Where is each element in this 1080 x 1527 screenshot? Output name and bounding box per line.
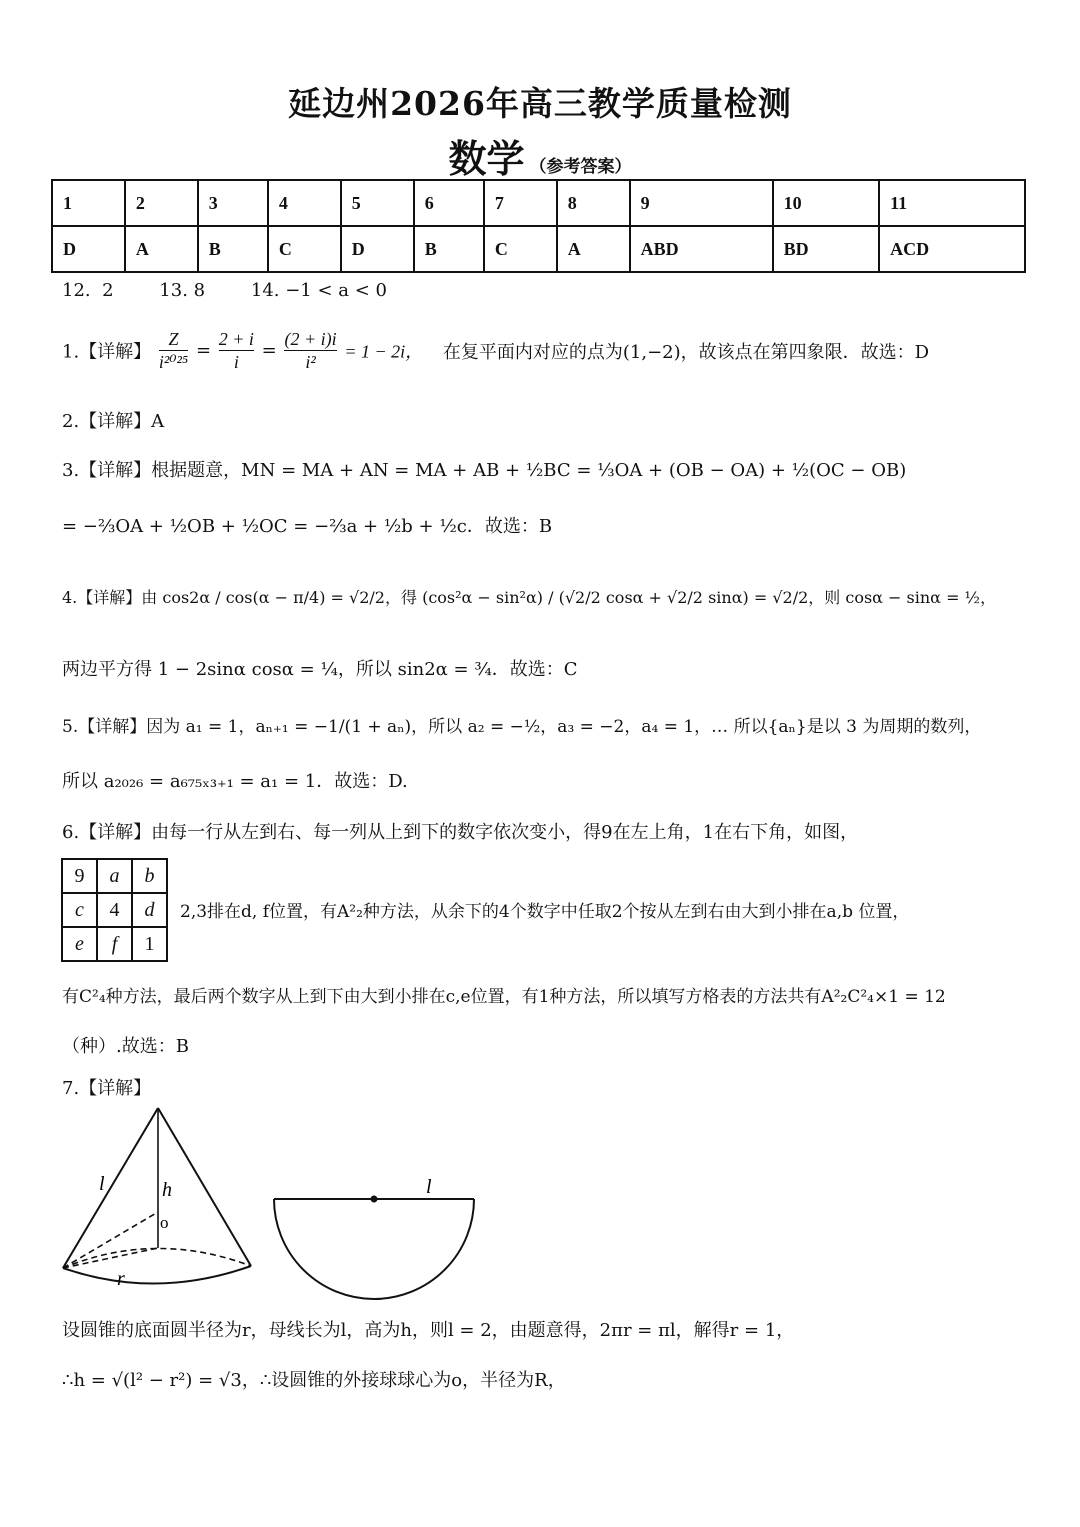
grid-cell: 1	[132, 927, 167, 961]
table-cell: B	[414, 226, 484, 272]
table-cell: 1	[52, 180, 125, 226]
q1-frac-2	[219, 328, 254, 373]
q5-line1: 5.【详解】因为 a₁ = 1，aₙ₊₁ = −1/(1 + aₙ)，所以 a₂ = −½，a₃ = −2，a₄ = 1，… 所以{aₙ}是以 3 为周期的数列，	[62, 717, 982, 737]
table-cell: 2	[125, 180, 198, 226]
table-cell: D	[52, 226, 125, 272]
q1-num1: Z	[168, 329, 179, 349]
q6-line2: 2,3排在d, f位置，有A²₂种方法，从余下的4个数字中任取2个按从左到右由大到小排在a,b 位置，	[180, 902, 910, 922]
cone-label-r: r	[117, 1268, 125, 1290]
cone-label-l: l	[99, 1173, 105, 1195]
q1-num2: 2 + i	[218, 329, 254, 349]
grid-row	[62, 927, 167, 961]
q7-line1: 设圆锥的底面圆半径为r，母线长为l，高为h，则l = 2，由题意得，2πr = πl，解得r = 1，	[62, 1320, 795, 1341]
cone-center-to-edge	[63, 1212, 158, 1268]
semicircle-center-dot	[371, 1196, 378, 1203]
table-cell: A	[557, 226, 630, 272]
grid-cell: c	[62, 893, 97, 927]
grid-cell: a	[97, 859, 132, 893]
table-cell: 10	[773, 180, 880, 226]
q1-solution: 1.【详解】 $\frac{Z}{\text{i²⁰²⁵}}$ = $\frac{2 + i}{i}$ = $\frac{(2 + i)i}{\text{i²}}$ = 1 − 2i， 在复平面内对应的点为(1,−2)，故该点在第四象限．故选：D	[62, 329, 930, 372]
cone-figure	[55, 1100, 260, 1295]
number-grid	[61, 858, 168, 962]
table-cell: 3	[198, 180, 268, 226]
table-cell: B	[198, 226, 268, 272]
q1-tail: = 1 − 2i，	[344, 341, 424, 362]
q4-line2: 两边平方得 1 − 2sinα cosα = ¼，所以 sin2α = ¾．故选：C	[62, 659, 578, 680]
semicircle-arc	[274, 1199, 474, 1299]
q1-den2: i	[219, 350, 254, 373]
cone-label-h: h	[162, 1179, 172, 1201]
grid-row	[62, 859, 167, 893]
grid-cell: d	[132, 893, 167, 927]
answer-table-answers-row	[52, 226, 1025, 272]
q1-frac-1	[159, 328, 188, 373]
table-cell: 4	[268, 180, 341, 226]
q7-line2: ∴h = √(l² − r²) = √3，∴设圆锥的外接球球心为o，半径为R，	[62, 1370, 566, 1391]
q4-line1: 4.【详解】由 cos2α / cos(α − π/4) = √2/2，得 (cos²α − sin²α) / (√2/2 cosα + √2/2 sinα) = √2/2，则 cosα − sinα = ½，	[62, 588, 997, 607]
q1-frac-3	[284, 328, 336, 373]
semicircle-label-l: l	[426, 1176, 432, 1198]
q6-line1: 6.【详解】由每一行从左到右、每一列从上到下的数字依次变小，得9在左上角，1在右下角，如图，	[62, 822, 859, 843]
cone-label-o: o	[160, 1213, 169, 1232]
cone-base-front	[63, 1266, 251, 1284]
subject-title: 数学	[448, 136, 525, 181]
grid-cell: 9	[62, 859, 97, 893]
q6-line3: 有C²₄种方法，最后两个数字从上到下由大到小排在c,e位置，有1种方法，所以填写方格表的方法共有A²₂C²₄×1 = 12	[62, 987, 946, 1007]
answer-table-numbers-row	[52, 180, 1025, 226]
q1-den1: i²⁰²⁵	[158, 352, 189, 372]
q1-text: 在复平面内对应的点为(1,−2)，故该点在第四象限．故选：D	[442, 341, 930, 363]
table-cell: ABD	[630, 226, 773, 272]
q1-label: 1.【详解】	[62, 341, 152, 363]
q7-label: 7.【详解】	[62, 1078, 152, 1099]
cone-left-edge	[63, 1108, 158, 1268]
q3-line1: 3.【详解】根据题意，MN = MA + AN = MA + AB + ½BC = ⅓OA + (OB − OA) + ½(OC − OB)	[62, 460, 907, 481]
q3-line2: = −⅔OA + ½OB + ½OC = −⅔a + ½b + ½c．故选：B	[62, 516, 553, 537]
q2-solution: 2.【详解】A	[62, 411, 165, 432]
table-cell: C	[484, 226, 557, 272]
table-cell: 7	[484, 180, 557, 226]
q1-den3: i²	[284, 350, 336, 373]
subject-heading	[0, 128, 1080, 183]
table-cell: 11	[879, 180, 1025, 226]
table-cell: ACD	[879, 226, 1025, 272]
table-cell: D	[341, 226, 414, 272]
grid-cell: b	[132, 859, 167, 893]
grid-cell: e	[62, 927, 97, 961]
table-cell: C	[268, 226, 341, 272]
q1-num3: (2 + i)i	[284, 329, 337, 349]
table-cell: 5	[341, 180, 414, 226]
table-cell: 9	[630, 180, 773, 226]
grid-cell: 4	[97, 893, 132, 927]
q6-line4: （种）.故选：B	[62, 1036, 189, 1057]
semicircle-figure	[268, 1175, 483, 1305]
fill-answers: 12. 2 13. 8 14. −1 < a < 0	[62, 280, 387, 301]
table-cell: 8	[557, 180, 630, 226]
table-cell: 6	[414, 180, 484, 226]
grid-row	[62, 893, 167, 927]
grid-cell: f	[97, 927, 132, 961]
answer-table	[51, 179, 1026, 273]
subject-note: （参考答案）	[529, 157, 632, 177]
page-title: 延边州2026年高三教学质量检测	[288, 84, 792, 123]
q5-line2: 所以 a₂₀₂₆ = a₆₇₅ₓ₃₊₁ = a₁ = 1．故选：D.	[62, 771, 408, 792]
table-cell: A	[125, 226, 198, 272]
cone-radius	[63, 1248, 158, 1268]
table-cell: BD	[773, 226, 880, 272]
